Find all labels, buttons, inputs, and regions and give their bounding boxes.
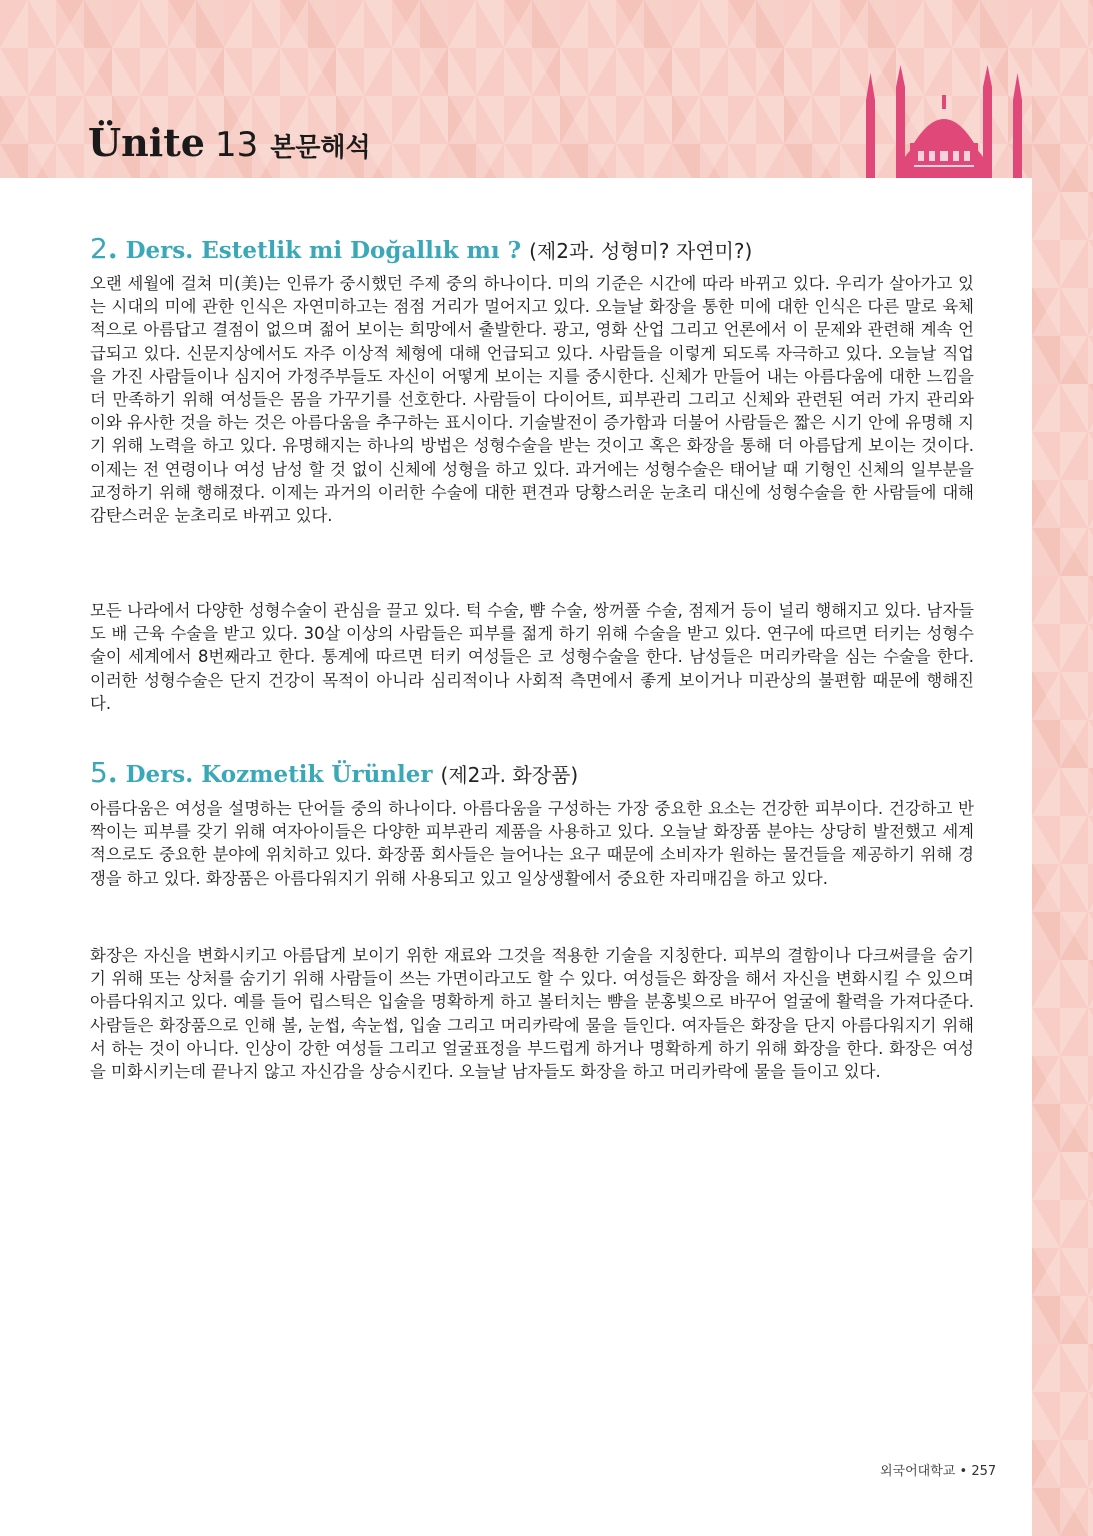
section-dot: .	[107, 232, 118, 265]
footer-separator: •	[959, 1464, 968, 1479]
paragraph: 모든 나라에서 다양한 성형수술이 관심을 끌고 있다. 턱 수술, 뺨 수술, 쌍꺼풀 수술, 점제거 등이 널리 행해지고 있다. 남자들도 배 근육 수술을 받고 있다. 30살 이상의 사람들은 피부를 젊게 하기 위해 수술을 받고 있다. 연구에 따르면 터키는 성형수술이 세계에서 8번째라고 한다. 통계에 따르면 터키 여성들은 코 성형수술을 한다. 남성들은 머리카락을 심는 수술을 한다. 이러한 성형수술은 단지 건강이 목적이 아니라 심리적이나 사회적 측면에서 좋게 보이거나 미관상의 불편함 때문에 행해진다.	[90, 601, 974, 713]
page-footer	[880, 1460, 1010, 1479]
side-pattern-strip	[1032, 0, 1093, 1536]
section-heading-2	[90, 232, 752, 268]
paragraph: 화장은 자신을 변화시키고 아름답게 보이기 위한 재료와 그것을 적용한 기술을 지칭한다. 피부의 결함이나 다크써클을 숨기기 위해 또는 상처를 숨기기 위해 사람들이 쓰는 가면이라고도 할 수 있다. 여성들은 화장을 해서 자신을 변화시킬 수 있으며 아름다워지고 있다. 예를 들어 립스틱은 입술을 명확하게 하고 볼터치는 뺨을 분홍빛으로 바꾸어 얼굴에 활력을 가져다준다. 사람들은 화장품으로 인해 볼, 눈썹, 속눈썹, 입술 그리고 머리카락에 물을 들인다. 여자들은 화장을 단지 아름다워지기 위해서 하는 것이 아니다. 인상이 강한 여성들 그리고 얼굴표정을 부드럽게 하거나 명확하게 하기 위해 화장을 한다. 화장은 여성을 미화시키는데 끝나지 않고 자신감을 상승시킨다. 오늘날 남자들도 화장을 하고 머리카락에 물을 들이고 있다.	[90, 946, 974, 1082]
unit-number: 13	[214, 125, 259, 165]
section-heading-5	[90, 756, 578, 792]
unit-word: Ünite	[88, 120, 205, 165]
page-number: 257	[971, 1464, 997, 1479]
section-number: 5	[90, 756, 108, 789]
section-number: 2	[90, 232, 108, 265]
footer-school: 외국어대학교	[880, 1464, 956, 1479]
section-title: Ders. Estetlik mi Doğallık mı ?	[125, 237, 522, 264]
paragraph: 아름다움은 여성을 설명하는 단어들 중의 하나이다. 아름다움을 구성하는 가장 중요한 요소는 건강한 피부이다. 건강하고 반짝이는 피부를 갖기 위해 여자아이들은 다양한 피부관리 제품을 사용하고 있다. 오늘날 화장품 분야는 상당히 발전했고 세계적으로도 중요한 분야에 위치하고 있다. 화장품 회사들은 늘어나는 요구 때문에 소비자가 원하는 물건들을 제공하기 위해 경쟁을 하고 있다. 화장품은 아름다워지기 위해 사용되고 있고 일상생활에서 중요한 자리매김을 하고 있다.	[90, 799, 974, 888]
section-dot: .	[107, 756, 118, 789]
paragraph: 오랜 세월에 걸쳐 미(美)는 인류가 중시했던 주제 중의 하나이다. 미의 기준은 시간에 따라 바뀌고 있다. 우리가 살아가고 있는 시대의 미에 관한 인식은 자연미하고는 점점 거리가 멀어지고 있다. 오늘날 화장을 통한 미에 대한 인식은 다른 말로 육체적으로 아름답고 결점이 없으며 젊어 보이는 희망에서 출발한다. 광고, 영화 산업 그리고 언론에서 이 문제와 관련해 계속 언급되고 있다. 신문지상에서도 자주 이상적 체형에 대해 언급되고 있다. 사람들을 이렇게 되도록 자극하고 있다. 오늘날 직업을 가진 사람들이나 심지어 가정주부들도 자신이 어떻게 보이는 지를 중시한다. 신체가 만들어 내는 아름다움에 대한 느낌을 더 만족하기 위해 여성들은 몸을 가꾸기를 선호한다. 사람들이 다이어트, 피부관리 그리고 신체와 관련된 여러 가지 관리와 이와 유사한 것을 하는 것은 아름다움을 추구하는 표시이다. 기술발전이 증가함과 더불어 사람들은 짧은 시기 안에 유명해 지기 위해 노력을 하고 있다. 유명해지는 하나의 방법은 성형수술을 받는 것이고 혹은 화장을 통해 더 아름답게 보이는 것이다. 이제는 전 연령이나 여성 남성 할 것 없이 신체에 성형을 하고 있다. 과거에는 성형수술은 태어날 때 기형인 신체의 일부분을 교정하기 위해 행해졌다. 이제는 과거의 이러한 수술에 대한 편견과 당황스러운 눈초리 대신에 성형수술을 한 사람들에 대해 감탄스러운 눈초리로 바뀌고 있다.	[90, 274, 974, 526]
section-title: Ders. Kozmetik Ürünler	[125, 761, 433, 788]
unit-subtitle: 본문해석	[270, 133, 371, 163]
unit-title	[88, 120, 371, 170]
section-title-korean: (제2과. 화장품)	[440, 763, 579, 787]
section-title-korean: (제2과. 성형미? 자연미?)	[529, 239, 753, 263]
mosque-icon	[858, 65, 1030, 178]
